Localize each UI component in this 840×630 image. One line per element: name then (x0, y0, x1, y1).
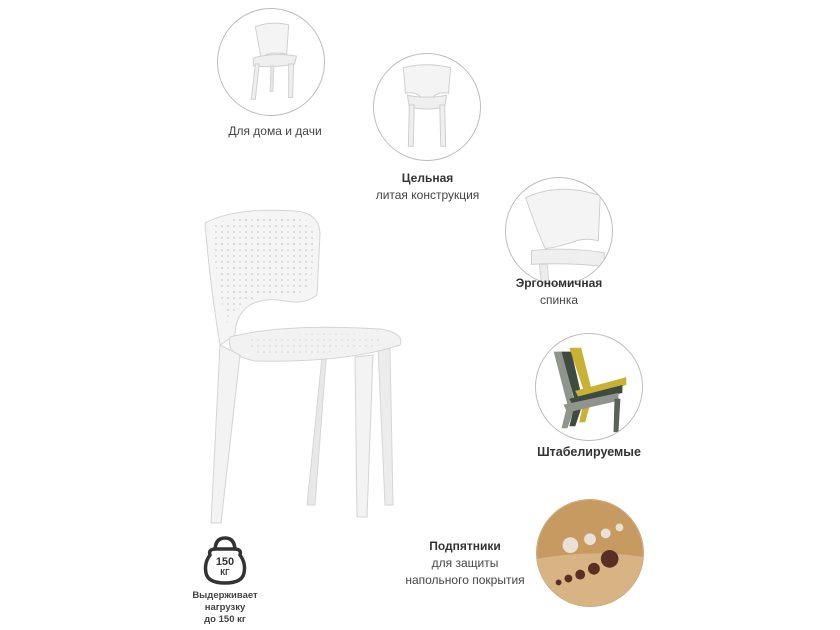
weight-badge (185, 535, 265, 627)
stackable-caption (510, 444, 668, 461)
stackable-circle-image (535, 333, 643, 441)
cast-construction-title: Цельная (401, 171, 454, 185)
home-garden-circle-image (217, 8, 325, 116)
ergonomic-backrest-title: Эргономичная (515, 276, 603, 290)
stackable-title: Штабелируемые (537, 445, 641, 459)
ergonomic-backrest-subtitle: спинка (539, 293, 578, 307)
floor-protectors-line1: для защиты (431, 556, 499, 570)
cast-construction-subtitle: литая конструкция (375, 188, 480, 202)
cast-construction-circle-image (373, 53, 481, 161)
home-garden-caption: Для дома и дачи (228, 124, 322, 138)
ergonomic-backrest-caption (485, 275, 633, 309)
floor-protectors-caption (400, 538, 530, 589)
weight-caption-line2: нагрузку (204, 602, 246, 613)
main-chair-image (195, 205, 420, 535)
floor-protectors-title: Подпятники (429, 539, 501, 553)
cast-construction-caption (350, 170, 505, 204)
floor-protectors-circle-image (536, 499, 644, 607)
weight-caption (185, 590, 265, 626)
weight-caption-line3: до 150 кг (204, 614, 246, 625)
weight-unit: КГ (220, 568, 230, 577)
weight-number: 150 (215, 556, 235, 568)
ergonomic-backrest-circle-image (505, 177, 613, 285)
floor-protectors-line2: напольного покрытия (405, 573, 525, 587)
weight-caption-line1: Выдерживает (192, 590, 258, 601)
